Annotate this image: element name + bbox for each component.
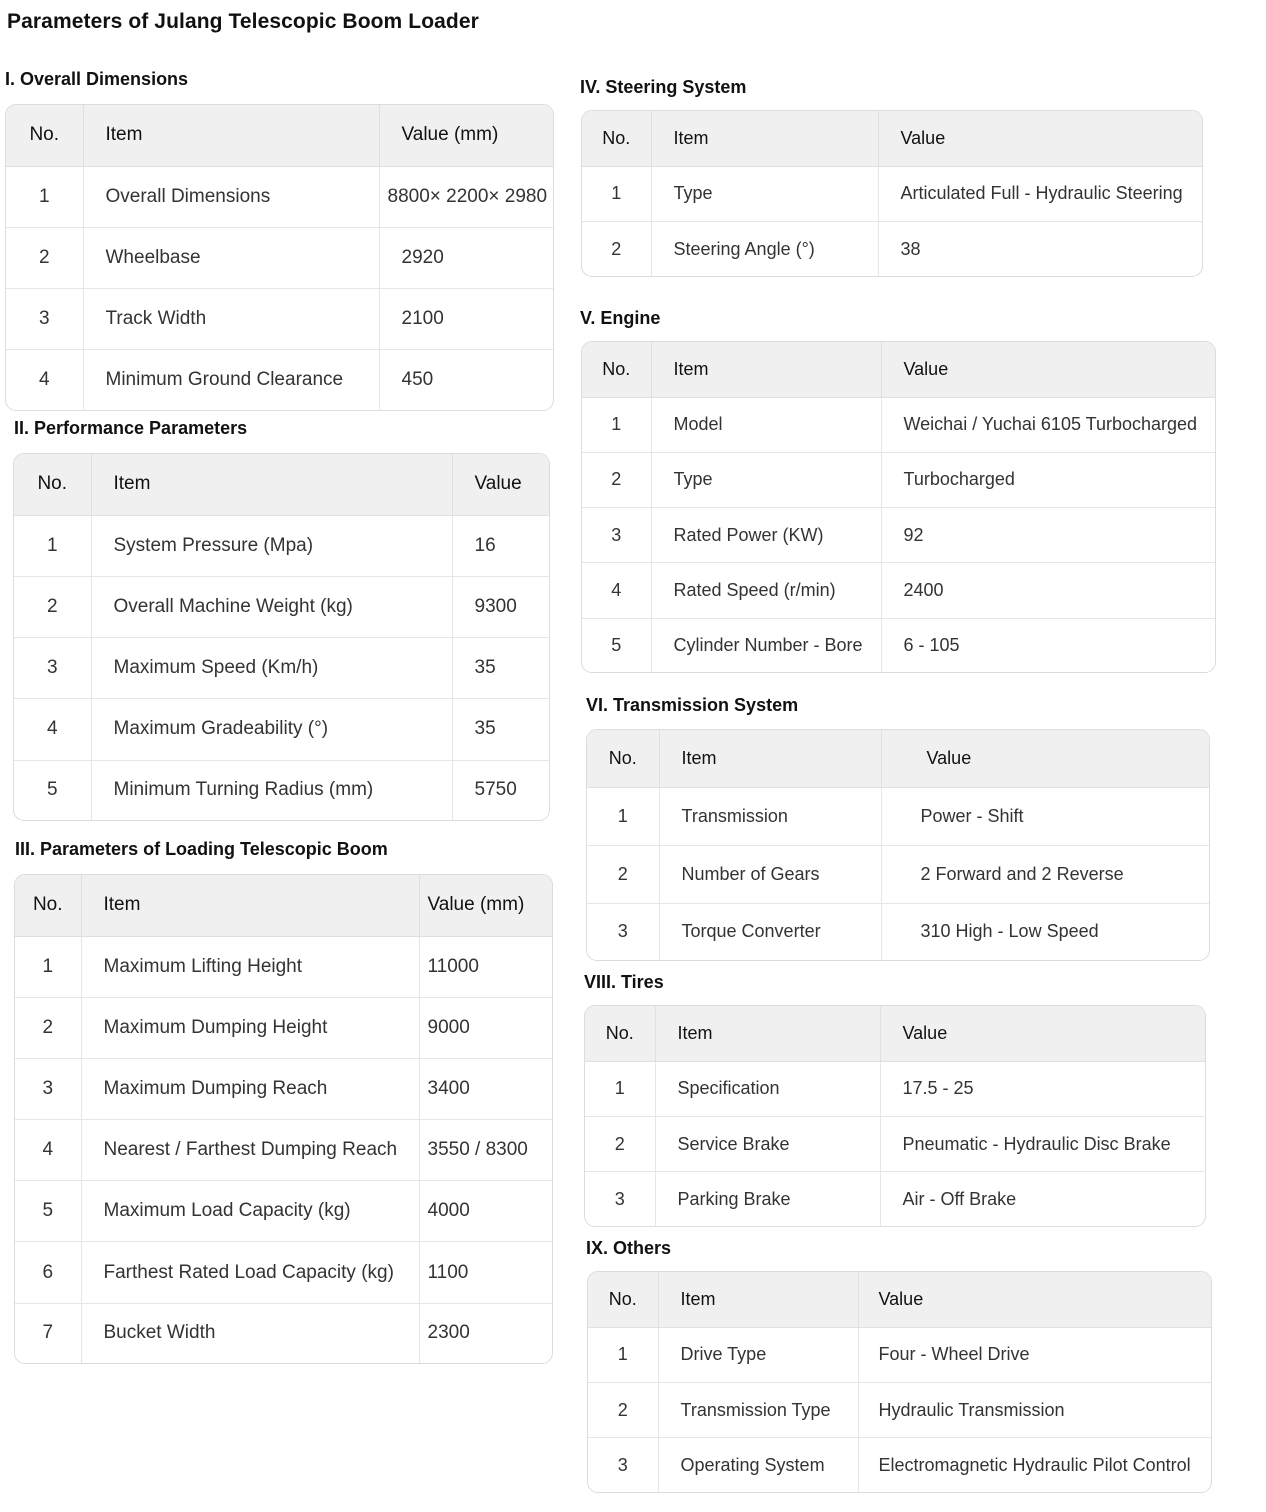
row-item: Rated Power (KW): [651, 508, 881, 563]
header-item: Item: [91, 454, 452, 515]
header-no: No.: [587, 730, 659, 787]
header-value: Value: [881, 342, 1215, 397]
row-item: Track Width: [83, 289, 379, 350]
row-no: 1: [15, 936, 81, 997]
row-value: Power - Shift: [881, 787, 1209, 845]
row-no: 1: [588, 1327, 658, 1382]
row-no: 1: [585, 1061, 655, 1116]
row-value: 3400: [419, 1058, 552, 1119]
table-row: [588, 1327, 1211, 1382]
table-row: [582, 166, 1202, 222]
row-item: Overall Dimensions: [83, 166, 379, 227]
row-no: 1: [14, 515, 91, 576]
engine-table: [581, 341, 1216, 673]
header-item: Item: [659, 730, 881, 787]
table-row: [15, 1058, 552, 1119]
row-no: 2: [585, 1116, 655, 1171]
section-title-transmission: VI. Transmission System: [586, 695, 799, 715]
row-value: 1100: [419, 1242, 552, 1303]
row-item: Maximum Dumping Height: [81, 997, 419, 1058]
section-title-performance: II. Performance Parameters: [14, 418, 248, 438]
table-row: [588, 1382, 1211, 1437]
row-no: 3: [587, 903, 659, 960]
row-value: 310 High - Low Speed: [920, 921, 1099, 942]
performance-table: [13, 453, 550, 821]
row-item: Maximum Load Capacity (kg): [81, 1181, 419, 1242]
row-item: Overall Machine Weight (kg): [91, 576, 452, 637]
table-row: [15, 1303, 552, 1363]
row-value: 2300: [427, 1322, 470, 1344]
table-row: [14, 576, 549, 637]
row-value: 2400: [881, 563, 1215, 618]
section-title-engine: V. Engine: [580, 308, 661, 328]
table-row: [582, 452, 1215, 507]
row-no: 2: [14, 576, 91, 637]
row-item: Maximum Gradeability (°): [91, 699, 452, 760]
row-item: Drive Type: [658, 1327, 858, 1382]
row-value: 16: [452, 515, 549, 576]
row-value: 92: [881, 508, 1215, 563]
row-item: Number of Gears: [659, 845, 881, 903]
row-no: 2: [582, 222, 651, 276]
header-item: Item: [83, 105, 379, 166]
header-value: Value (mm): [419, 875, 552, 936]
header-item: Item: [81, 875, 419, 936]
row-item: Operating System: [658, 1438, 858, 1492]
row-item: Maximum Speed (Km/h): [91, 638, 452, 699]
row-value: 5750: [474, 779, 517, 801]
row-item: Maximum Lifting Height: [81, 936, 419, 997]
row-no: 6: [15, 1242, 81, 1303]
row-item: Farthest Rated Load Capacity (kg): [81, 1242, 419, 1303]
table-row: [15, 1181, 552, 1242]
row-no: 3: [14, 638, 91, 699]
row-no: 1: [582, 397, 651, 452]
row-value: 8800× 2200× 2980: [379, 166, 553, 227]
table-row: [15, 1120, 552, 1181]
header-item: Item: [655, 1006, 880, 1061]
header-no: No.: [6, 105, 83, 166]
row-no: 2: [588, 1382, 658, 1437]
steering-table: [581, 110, 1203, 277]
table-row: [15, 1242, 552, 1303]
tires-table: [584, 1005, 1206, 1227]
table-row: [6, 166, 553, 227]
row-value: Hydraulic Transmission: [858, 1382, 1211, 1437]
table-row: [14, 638, 549, 699]
header-no: No.: [14, 454, 91, 515]
row-item: Minimum Turning Radius (mm): [91, 760, 452, 820]
header-value: Value: [858, 1272, 1211, 1327]
row-item: Type: [651, 166, 878, 222]
row-item: Transmission: [659, 787, 881, 845]
table-row: [6, 289, 553, 350]
header-value: Value: [878, 111, 1202, 166]
row-no: 3: [15, 1058, 81, 1119]
table-row: [585, 1061, 1205, 1116]
row-value: Air - Off Brake: [902, 1188, 1017, 1209]
row-item: Nearest / Farthest Dumping Reach: [81, 1120, 419, 1181]
image-artifact: [988, 620, 1054, 662]
row-no: 4: [6, 350, 83, 410]
row-no: 2: [587, 845, 659, 903]
header-no: No.: [582, 111, 651, 166]
row-no: 7: [15, 1303, 81, 1363]
table-row: [587, 787, 1209, 845]
row-value: 450: [401, 369, 434, 391]
row-item: Rated Speed (r/min): [651, 563, 881, 618]
table-row: [15, 936, 552, 997]
row-value: Four - Wheel Drive: [858, 1327, 1211, 1382]
row-no: 1: [582, 166, 651, 222]
row-value: 4000: [419, 1181, 552, 1242]
row-no: 5: [15, 1181, 81, 1242]
row-item: Maximum Dumping Reach: [81, 1058, 419, 1119]
section-title-telescopic-boom: III. Parameters of Loading Telescopic Boom: [15, 839, 388, 859]
row-value: 9000: [419, 997, 552, 1058]
section-title-tires: VIII. Tires: [584, 972, 664, 992]
row-item: Model: [651, 397, 881, 452]
row-no: 4: [15, 1120, 81, 1181]
page-title: Parameters of Julang Telescopic Boom Loader: [7, 10, 479, 33]
table-row: [587, 845, 1209, 903]
table-row: [582, 397, 1215, 452]
table-row: [14, 760, 549, 820]
row-no: 5: [582, 618, 651, 672]
section-title-overall-dimensions: I. Overall Dimensions: [5, 69, 189, 89]
table-row: [587, 903, 1209, 960]
row-item: Specification: [655, 1061, 880, 1116]
row-value: 2100: [379, 289, 553, 350]
table-row: [6, 227, 553, 288]
row-no: 3: [588, 1438, 658, 1492]
row-no: 3: [6, 289, 83, 350]
row-value: 35: [452, 638, 549, 699]
row-value: Weichai / Yuchai 6105 Turbocharged: [881, 397, 1215, 452]
row-value: 2920: [379, 227, 553, 288]
table-row: [582, 563, 1215, 618]
table-row: [588, 1438, 1211, 1492]
row-item: Service Brake: [655, 1116, 880, 1171]
row-no: 4: [582, 563, 651, 618]
row-item: System Pressure (Mpa): [91, 515, 452, 576]
table-row: [15, 997, 552, 1058]
row-value: 2 Forward and 2 Reverse: [881, 845, 1209, 903]
row-no: 3: [582, 508, 651, 563]
row-item: Parking Brake: [655, 1172, 880, 1226]
row-value: Electromagnetic Hydraulic Pilot Control: [878, 1454, 1191, 1475]
header-value: Value: [452, 454, 549, 515]
table-row: [585, 1116, 1205, 1171]
header-value: Value: [881, 730, 1209, 787]
section-title-others: IX. Others: [586, 1238, 672, 1258]
row-item: Wheelbase: [83, 227, 379, 288]
row-item: Minimum Ground Clearance: [83, 350, 379, 410]
table-row: [582, 222, 1202, 276]
row-value: 35: [452, 699, 549, 760]
transmission-table: [586, 729, 1210, 961]
row-item: Bucket Width: [81, 1303, 419, 1363]
header-no: No.: [582, 342, 651, 397]
row-no: 2: [582, 452, 651, 507]
row-item: Transmission Type: [658, 1382, 858, 1437]
row-item: Cylinder Number - Bore: [651, 618, 881, 672]
row-value: 11000: [419, 936, 552, 997]
row-item: Type: [651, 452, 881, 507]
row-no: 4: [14, 699, 91, 760]
row-value: Articulated Full - Hydraulic Steering: [878, 166, 1202, 222]
telescopic-boom-table: [14, 874, 553, 1364]
header-no: No.: [15, 875, 81, 936]
section-title-steering: IV. Steering System: [580, 77, 747, 97]
table-row: [14, 515, 549, 576]
row-no: 2: [15, 997, 81, 1058]
table-row: [582, 508, 1215, 563]
row-no: 2: [6, 227, 83, 288]
row-value: 6 - 105: [903, 634, 960, 655]
header-no: No.: [588, 1272, 658, 1327]
table-row: [6, 350, 553, 410]
row-item: Torque Converter: [659, 903, 881, 960]
header-value: Value: [880, 1006, 1205, 1061]
header-no: No.: [585, 1006, 655, 1061]
row-value: Turbocharged: [881, 452, 1215, 507]
header-item: Item: [651, 342, 881, 397]
row-item: Steering Angle (°): [651, 222, 878, 276]
row-value: Pneumatic - Hydraulic Disc Brake: [880, 1116, 1205, 1171]
row-value: 38: [900, 238, 921, 259]
row-value: 9300: [452, 576, 549, 637]
others-table: [587, 1271, 1212, 1493]
header-item: Item: [651, 111, 878, 166]
row-no: 5: [14, 760, 91, 820]
row-value: 17.5 - 25: [880, 1061, 1205, 1116]
header-item: Item: [658, 1272, 858, 1327]
table-row: [582, 618, 1215, 672]
overall-dimensions-table: [5, 104, 554, 411]
header-value: Value (mm): [379, 105, 553, 166]
row-no: 1: [587, 787, 659, 845]
table-row: [14, 699, 549, 760]
row-no: 3: [585, 1172, 655, 1226]
table-row: [585, 1172, 1205, 1226]
row-no: 1: [6, 166, 83, 227]
row-value: 3550 / 8300: [419, 1120, 552, 1181]
